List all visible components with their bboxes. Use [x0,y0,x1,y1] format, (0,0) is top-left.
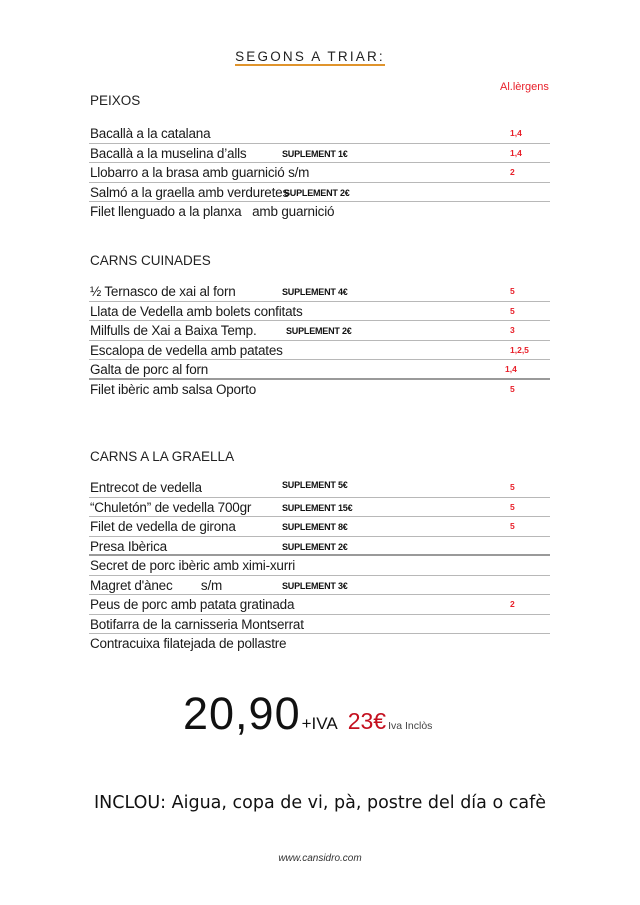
supplement-label: SUPLEMENT 4€ [282,287,348,297]
dish-name: Filet ibèric amb salsa Oporto [90,381,257,397]
menu-item [89,498,550,518]
supplement-label: SUPLEMENT 8€ [282,522,348,532]
dish-name: Escalopa de vedella amb patates [90,342,283,358]
allergen-codes: 1,4 [510,128,522,138]
supplement-label: SUPLEMENT 1€ [282,148,348,159]
menu-item [89,282,550,302]
allergen-codes: 5 [510,383,515,394]
price-with-tax: 23€ [347,708,387,734]
menu-item [89,183,550,203]
dish-name: Galta de porc al forn [90,362,209,377]
menu-item [89,537,550,557]
supplement-label: SUPLEMENT 5€ [282,480,348,490]
allergen-codes: 1,4 [505,364,517,374]
section-list-peixos [89,124,550,222]
section-list-carns-cuinades [89,282,550,399]
dish-name: Presa Ibèrica [90,538,167,554]
price-with-tax-label: Iva Inclòs [388,720,433,732]
allergen-codes: 5 [510,482,515,492]
dish-name: Milfulls de Xai a Baixa Temp. [90,323,257,338]
menu-item [89,341,550,361]
menu-item [89,478,550,498]
dish-name: Magret d'ànec s/m [90,577,223,593]
dish-name: Bacallà a la catalana [90,126,211,141]
price-tax-suffix: +IVA [301,714,338,733]
dish-name: Botifarra de la carnisseria Montserrat [90,616,304,632]
section-title-carns-graella: CARNS A LA GRAELLA [90,449,235,464]
menu-item [89,163,550,183]
allergen-codes: 5 [510,286,515,296]
supplement-label: SUPLEMENT 3€ [282,580,348,591]
dish-name: Secret de porc ibèric amb ximi-xurri [90,558,296,573]
dish-name: Llata de Vedella amb bolets confitats [90,303,303,319]
menu-item [89,615,550,635]
supplement-label: SUPLEMENT 2€ [284,187,350,198]
supplement-label: SUPLEMENT 2€ [282,541,348,552]
menu-price [183,688,432,740]
includes-note: INCLOU: Aigua, copa de vi, pà, postre del día o cafè [93,793,547,813]
dish-name: Peus de porc amb patata gratinada [90,597,295,612]
dish-name: Salmó a la graella amb verduretes [90,184,290,200]
section-title-peixos: PEIXOS [90,93,141,108]
dish-name: Entrecot de vedella [90,480,202,495]
dish-name: “Chuletón” de vedella 700gr [90,499,252,515]
menu-item [89,576,550,596]
allergen-codes: 2 [510,167,515,177]
allergen-codes: 1,2,5 [510,344,529,355]
allergens-column-header: Al.lèrgens [500,81,549,93]
dish-name: Filet llenguado a la planxa amb guarnició [90,204,335,219]
menu-item [89,202,550,222]
allergen-codes: 5 [510,501,515,512]
menu-item [89,595,550,615]
dish-name: Filet de vedella de girona [90,519,236,534]
menu-item [89,321,550,341]
allergen-codes: 2 [510,599,515,609]
page-title-text: SEGONS A TRIAR: [235,49,385,64]
website-link[interactable]: www.cansidro.com [278,853,362,864]
menu-item [89,634,550,654]
dish-name: Contracuixa filatejada de pollastre [90,636,287,651]
section-list-carns-graella [89,478,550,654]
section-title-carns-cuinades: CARNS CUINADES [90,253,211,268]
menu-item [89,517,550,537]
menu-item [89,360,550,380]
menu-item [89,144,550,164]
allergen-codes: 5 [510,521,515,531]
menu-item [89,380,550,400]
page-title [0,49,620,64]
dish-name: ½ Ternasco de xai al forn [90,284,236,299]
allergen-codes: 3 [510,325,515,335]
supplement-label: SUPLEMENT 2€ [286,326,352,336]
price-base: 20,90 [183,688,301,739]
menu-item [89,124,550,144]
allergen-codes: 5 [510,305,515,316]
dish-name: Bacallà a la muselina d’alls [90,145,247,161]
allergen-codes: 1,4 [510,147,522,158]
dish-name: Llobarro a la brasa amb guarnició s/m [90,165,310,180]
menu-item [89,302,550,322]
supplement-label: SUPLEMENT 15€ [282,502,353,513]
menu-item [89,556,550,576]
